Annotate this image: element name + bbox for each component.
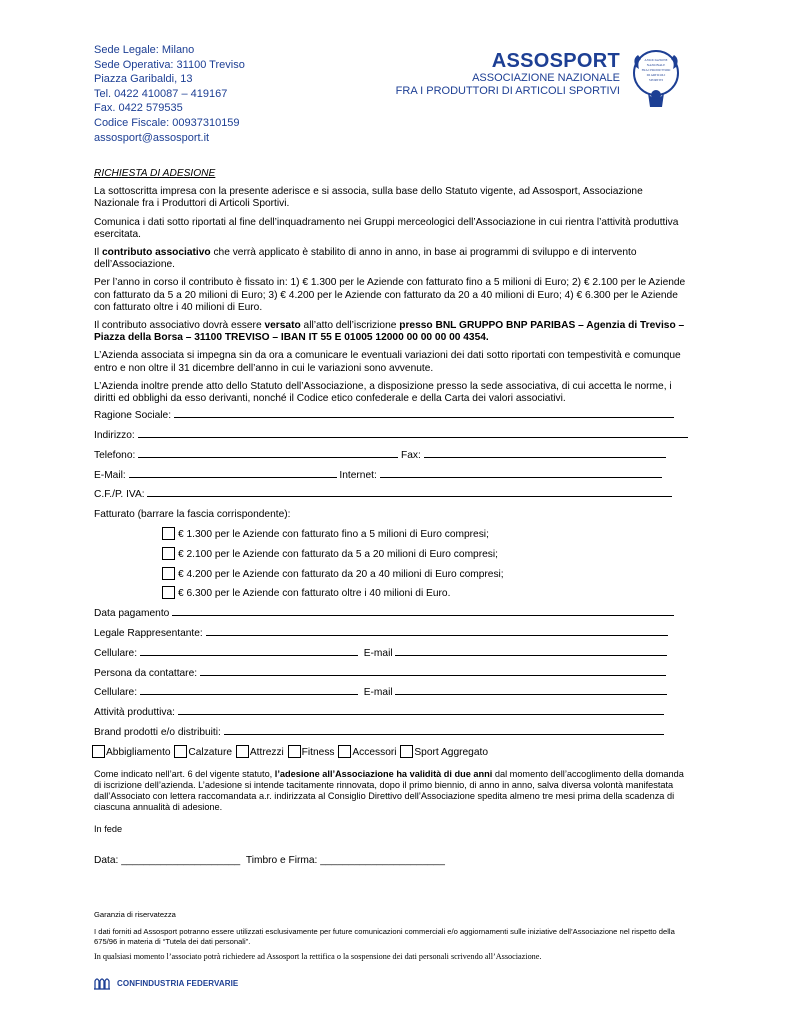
telefono-field[interactable]: Telefono: <box>94 450 398 461</box>
email-field[interactable]: E-Mail: <box>94 470 337 481</box>
privacy-text: I dati forniti ad Assosport potranno essere utilizzati esclusivamente per future comunicazioni commerciali e/o aggiornamenti sulle iniziative dell’Associazione nel rispetto della 675/96 in materia di “Tutela dei dati personali”. <box>94 927 675 946</box>
page-title: RICHIESTA DI ADESIONE <box>94 168 216 179</box>
checkbox[interactable] <box>162 547 175 560</box>
brand-name: ASSOSPORT <box>491 50 620 72</box>
assosport-emblem-icon <box>626 47 686 109</box>
confindustria-label: CONFINDUSTRIA FEDERVARIE <box>117 978 239 988</box>
fax-field[interactable]: Fax: <box>401 450 666 461</box>
bank-details: presso BNL GRUPPO BNP PARIBAS – Agenzia di Treviso – Piazza della Borsa – 31100 TREVISO – IBAN IT 55 E 01005 12000 00 00 00 00 4354. <box>94 320 685 344</box>
telefono-fax-row <box>94 446 690 466</box>
fatturato-option-1[interactable]: € 1.300 per le Aziende con fatturato fino a 5 milioni di Euro compresi; <box>162 525 690 545</box>
ragione-sociale-field[interactable]: Ragione Sociale: <box>94 406 690 426</box>
category-label: Sport Aggregato <box>414 746 489 758</box>
checkbox[interactable] <box>162 586 175 599</box>
category-label: Calzature <box>188 746 233 758</box>
fatturato-option-3[interactable]: € 4.200 per le Aziende con fatturato da 20 a 40 milioni di Euro compresi; <box>162 565 690 585</box>
paragraph-communication: Comunica i dati sotto riportati al fine dell’inquadramento nei Gruppi merceologici dell’Associazione in cui rientra l’attività produttiva esercitata. <box>94 216 679 240</box>
bold-text: l’adesione all’Associazione ha validità di due anni <box>274 768 493 779</box>
category-label: Fitness <box>301 746 335 758</box>
checkbox[interactable] <box>162 527 175 540</box>
confindustria-logo <box>94 976 238 990</box>
svg-text:FRA I PRODUTTORI: FRA I PRODUTTORI <box>641 68 671 72</box>
form-body <box>94 168 690 867</box>
checkbox-accessori[interactable] <box>338 745 351 758</box>
svg-text:DI ARTICOLI: DI ARTICOLI <box>646 73 666 77</box>
paragraph-fees: Per l’anno in corso il contributo è fissato in: 1) € 1.300 per le Aziende con fatturato fino a 5 milioni di Euro; 2) € 2.100 per le Aziende con fatturato da 5 a 20 milioni di Euro; 3) € 4.200 per le Aziende con fatturato da 20 a 40 milioni di Euro; 4) € 6.300 per le Aziende con fatturato oltre i 40 milioni di Euro. <box>94 277 686 313</box>
svg-text:SPORTIVI: SPORTIVI <box>648 78 664 82</box>
indirizzo-field[interactable]: Indirizzo: <box>94 426 690 446</box>
data-input-line[interactable]: _____________________ <box>121 854 241 866</box>
paragraph-payment: Il contributo associativo dovrà essere versato all’atto dell’iscrizione presso BNL GRUPPO BNP PARIBAS – Agenzia di Treviso – Piazza della Borsa – 31100 TREVISO – IBAN IT 55 E 01005 12000 00 00 00 00 4354. <box>94 320 685 344</box>
internet-field[interactable]: Internet: <box>339 470 661 481</box>
brand-subtitle-1: ASSOCIAZIONE NAZIONALE <box>472 72 620 84</box>
fatturato-label: Fatturato (barrare la fascia corrispondente): <box>94 509 291 521</box>
firma-input-line[interactable]: ______________________ <box>320 854 445 866</box>
cellulare-field[interactable]: Cellulare: <box>94 687 358 698</box>
legale-rappresentante-field[interactable]: Legale Rappresentante: <box>94 624 690 644</box>
address-line: Tel. 0422 410087 – 419167 <box>94 87 228 100</box>
consent-text: Come indicato nell’art. 6 del vigente statuto, l’adesione all’Associazione ha validità di due anni dal momento dell’accoglimento della domanda di iscrizione dell’azienda. L’adesione si intende tacitamente rinnovata, dopo il primo biennio, di anno in anno, salva diversa volontà manifestata dall’Associato con lettera raccomandata a.r. indirizzata al Consiglio Direttivo dell’Associazione spedita almeno tre mesi prima della scadenza di ciascuna annualità di adesione. <box>94 768 684 812</box>
address-line: Codice Fiscale: 00937310159 <box>94 116 240 129</box>
checkbox[interactable] <box>162 567 175 580</box>
privacy-title: Garanzia di riservatezza <box>94 910 176 919</box>
privacy-text-2: In qualsiasi momento l’associato potrà richiedere ad Assosport la rettifica o la sospensione dei dati personali scrivendo all’Associazione. <box>94 952 542 962</box>
in-fede: In fede <box>94 823 123 834</box>
paragraph-variations: L’Azienda associata si impegna sin da ora a comunicare le eventuali variazioni dei dati sotto riportati con tempestività e comunque entro e non oltre il 31 dicembre dell’anno in cui le variazioni sono avvenute. <box>94 350 681 374</box>
data-label: Data: <box>94 854 119 866</box>
address-line: Piazza Garibaldi, 13 <box>94 73 193 86</box>
brand-subtitle-2: FRA I PRODUTTORI DI ARTICOLI SPORTIVI <box>395 85 620 97</box>
persona-contatto-field[interactable]: Persona da contattare: <box>94 664 690 684</box>
paragraph-intro: La sottoscritta impresa con la presente aderisce e si associa, sulla base dello Statuto vigente, ad Assosport, Associazione Nazionale fra i Produttori di Articoli Sportivi. <box>94 186 643 210</box>
cellulare-field[interactable]: Cellulare: <box>94 648 358 659</box>
signature-row <box>94 855 690 867</box>
svg-text:ASSOCIAZIONE: ASSOCIAZIONE <box>644 58 668 62</box>
checkbox-attrezzi[interactable] <box>236 745 249 758</box>
brand-prodotti-field[interactable]: Brand prodotti e/o distribuiti: <box>94 723 690 743</box>
checkbox-calzature[interactable] <box>174 745 187 758</box>
email-field-2[interactable]: E-mail <box>364 687 668 698</box>
header-address <box>94 43 245 145</box>
email-internet-row <box>94 466 690 486</box>
bold-text: contributo associativo <box>101 247 211 259</box>
cellulare-email-row-2 <box>94 683 690 703</box>
checkbox-sport-aggregato[interactable] <box>400 745 413 758</box>
address-line: Sede Legale: Milano <box>94 44 195 56</box>
confindustria-logo-icon <box>94 976 114 990</box>
cf-piva-field[interactable]: C.F./P. IVA: <box>94 485 690 505</box>
fatturato-option-4[interactable]: € 6.300 per le Aziende con fatturato oltre i 40 milioni di Euro. <box>162 584 690 604</box>
privacy-section <box>94 910 690 968</box>
address-line: Sede Operativa: 31100 Treviso <box>94 58 245 71</box>
category-label: Attrezzi <box>249 746 284 758</box>
checkbox-fitness[interactable] <box>288 745 301 758</box>
cellulare-email-row-1 <box>94 644 690 664</box>
svg-text:NAZIONALE: NAZIONALE <box>646 63 666 67</box>
email-link[interactable]: assosport@assosport.it <box>94 131 210 144</box>
checkbox-abbigliamento[interactable] <box>92 745 105 758</box>
address-line: Fax. 0422 579535 <box>94 102 183 115</box>
category-checkboxes <box>92 743 690 763</box>
paragraph-contribution: Il contributo associativo che verrà applicato è stabilito di anno in anno, in base ai programmi di sviluppo e di intervento dell’Associazione. <box>94 247 637 271</box>
category-label: Abbigliamento <box>106 746 171 758</box>
bold-text: versato <box>264 320 301 332</box>
fatturato-option-2[interactable]: € 2.100 per le Aziende con fatturato da 5 a 20 milioni di Euro compresi; <box>162 545 690 565</box>
brand-block <box>380 50 620 98</box>
attivita-produttiva-field[interactable]: Attività produttiva: <box>94 703 690 723</box>
email-field-2[interactable]: E-mail <box>364 648 668 659</box>
firma-label: Timbro e Firma: <box>245 854 318 866</box>
category-label: Accessori <box>352 746 397 758</box>
data-pagamento-field[interactable]: Data pagamento <box>94 604 690 624</box>
paragraph-statute: L’Azienda inoltre prende atto dello Statuto dell’Associazione, a disposizione presso la sede associativa, di cui accetta le norme, i diritti ed obblighi da esso derivanti, nonché il Codice etico confederale e della Carta dei valori associativi. <box>94 380 672 405</box>
